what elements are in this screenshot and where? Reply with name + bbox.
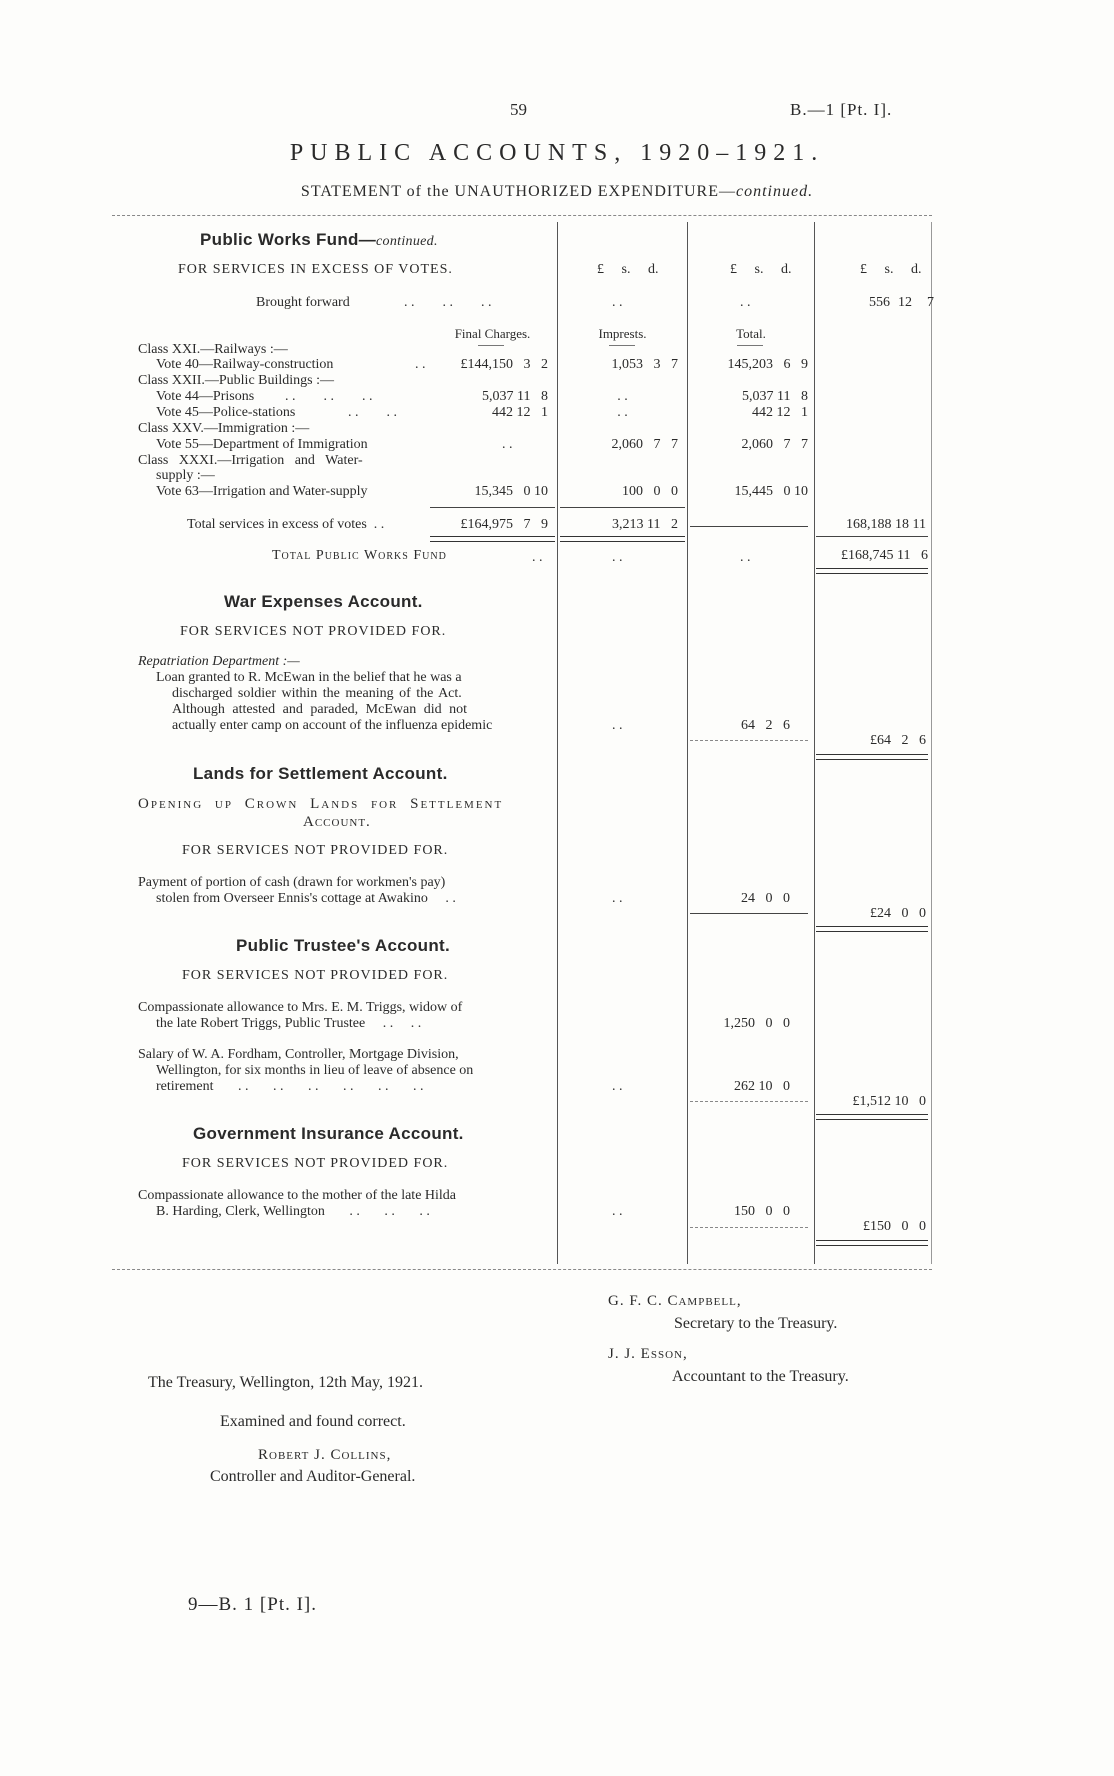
trustee-item-1-amount: 1,250 0 0 — [723, 1016, 790, 1031]
vote-45-label: Vote 45—Police-stations — [156, 405, 296, 420]
trustee-total: £1,512 10 0 — [852, 1094, 926, 1109]
column-divider-1 — [557, 222, 558, 1264]
vote-63-total: 15,445 0 10 — [734, 484, 808, 499]
dots: . . — [612, 718, 623, 733]
insurance-amount: 150 0 0 — [734, 1204, 790, 1219]
page-number: 59 — [510, 100, 527, 119]
trustee-item-1-line-1: Compassionate allowance to Mrs. E. M. Triggs, widow of — [138, 1000, 463, 1015]
dots: . . . . — [348, 405, 397, 420]
dots: . . . . . . — [285, 389, 373, 404]
lands-heading: Lands for Settlement Account. — [193, 764, 448, 783]
vote-40-imprests: 1,053 3 7 — [611, 357, 678, 372]
public-trustee-subheading: FOR SERVICES NOT PROVIDED FOR. — [182, 968, 449, 983]
trustee-item-2-line-3: retirement . . . . . . . . . . . . — [156, 1079, 424, 1094]
vote-44-final: 5,037 11 8 — [482, 389, 548, 404]
vote-40-total: 145,203 6 9 — [727, 357, 808, 372]
total-excess-total: 168,188 18 11 — [846, 517, 926, 532]
total-excess-label: Total services in excess of votes . . — [187, 517, 385, 532]
vote-40-label: Vote 40—Railway-construction — [156, 357, 334, 372]
dots: . . — [415, 357, 426, 372]
class-31-label: Class XXXI.—Irrigation and Water- — [138, 453, 363, 468]
dots: . . — [612, 1204, 623, 1219]
double-rule — [816, 1240, 928, 1246]
war-line-1: Loan granted to R. McEwan in the belief that he was a — [156, 670, 462, 685]
vote-55-label: Vote 55—Department of Immigration — [156, 437, 368, 452]
vote-55-imprests: 2,060 7 7 — [611, 437, 678, 452]
rule — [690, 1101, 808, 1103]
rule — [430, 507, 555, 508]
dots: . . — [502, 437, 513, 452]
trustee-item-2-amount: 262 10 0 — [734, 1079, 790, 1094]
dots: . . — [612, 295, 623, 310]
vote-45-final: 442 12 1 — [492, 405, 548, 420]
brought-forward-total: 556 12 7 — [869, 295, 934, 310]
auditor-title: Controller and Auditor-General. — [210, 1468, 416, 1485]
lands-line-2: stolen from Overseer Ennis's cottage at Awakino . . — [156, 891, 456, 906]
col-header-underline — [737, 345, 763, 346]
units-col1: £ s. d. — [597, 262, 659, 277]
insurance-line-2: B. Harding, Clerk, Wellington . . . . . . — [156, 1204, 430, 1219]
lands-amount: 24 0 0 — [741, 891, 790, 906]
column-divider-3 — [814, 222, 815, 1264]
rule — [690, 526, 808, 527]
govt-insurance-heading: Government Insurance Account. — [193, 1124, 464, 1143]
lands-total: £24 0 0 — [870, 906, 926, 921]
total-excess-imprests: 3,213 11 2 — [612, 517, 678, 532]
dots: . . — [740, 295, 751, 310]
rule — [690, 740, 808, 742]
war-amount: 64 2 6 — [741, 718, 790, 733]
public-works-heading: Public Works Fund—continued. — [200, 230, 438, 249]
double-rule — [816, 568, 928, 574]
trustee-item-2-line-2: Wellington, for six months in lieu of leave of absence on — [156, 1063, 474, 1078]
war-expenses-heading: War Expenses Account. — [224, 592, 423, 611]
vote-55-total: 2,060 7 7 — [741, 437, 808, 452]
war-line-3: Although attested and paraded, McEwan did not — [172, 702, 467, 717]
double-rule — [430, 536, 555, 542]
table-right-edge — [931, 222, 932, 1264]
dots: . . — [740, 550, 751, 565]
public-trustee-heading: Public Trustee's Account. — [236, 936, 451, 955]
class-31-label-cont: supply :— — [156, 468, 215, 483]
rule — [690, 913, 808, 914]
col-header-underline — [609, 345, 635, 346]
place-and-date: The Treasury, Wellington, 12th May, 1921. — [148, 1374, 423, 1391]
insurance-line-1: Compassionate allowance to the mother of the late Hilda — [138, 1188, 457, 1203]
page-subtitle: STATEMENT of the UNAUTHORIZED EXPENDITURE—continued. — [300, 183, 814, 200]
brought-forward-label: Brought forward — [256, 295, 350, 310]
lands-line-1: Payment of portion of cash (drawn for workmen's pay) — [138, 875, 446, 890]
war-expenses-subheading: FOR SERVICES NOT PROVIDED FOR. — [180, 624, 447, 639]
col-header-imprests: Imprests. — [598, 326, 647, 341]
double-rule — [816, 1114, 928, 1120]
class-25-label: Class XXV.—Immigration :— — [138, 421, 310, 436]
vote-40-final: £144,150 3 2 — [460, 357, 548, 372]
double-rule — [560, 536, 685, 542]
units-col3: £ s. d. — [860, 262, 922, 277]
dots: . . — [532, 550, 543, 565]
table-top-rule — [112, 215, 932, 217]
dots: . . — [612, 1079, 623, 1094]
lands-sub-1: Opening up Crown Lands for Settlement — [138, 796, 504, 812]
repatriation-department-label: Repatriation Department :— — [138, 654, 300, 669]
table-bottom-rule — [112, 1269, 932, 1271]
signature-campbell-title: Secretary to the Treasury. — [674, 1315, 838, 1332]
war-line-2: discharged soldier within the meaning of the Act. — [172, 686, 462, 701]
signature-esson-name: J. J. Esson, — [608, 1346, 688, 1362]
col-header-total: Total. — [736, 326, 766, 341]
units-col2: £ s. d. — [730, 262, 792, 277]
col-header-final-charges: Final Charges. — [454, 326, 531, 341]
double-rule — [816, 754, 928, 760]
class-22-label: Class XXII.—Public Buildings :— — [138, 373, 335, 388]
examined-note: Examined and found correct. — [220, 1413, 406, 1430]
rule — [690, 1227, 808, 1229]
double-rule — [816, 926, 928, 932]
vote-63-imprests: 100 0 0 — [622, 484, 678, 499]
insurance-total: £150 0 0 — [863, 1219, 926, 1234]
class-21-label: Class XXI.—Railways :— — [138, 342, 288, 357]
page-title: PUBLIC ACCOUNTS, 1920–1921. — [289, 140, 825, 166]
brought-forward-dots: . . . . . . — [404, 295, 492, 310]
rule — [816, 536, 928, 537]
total-excess-final: £164,975 7 9 — [460, 517, 548, 532]
vote-63-label: Vote 63—Irrigation and Water-supply — [156, 484, 368, 499]
rule — [560, 507, 685, 508]
lands-subheading: FOR SERVICES NOT PROVIDED FOR. — [182, 843, 449, 858]
govt-insurance-subheading: FOR SERVICES NOT PROVIDED FOR. — [182, 1156, 449, 1171]
dots: . . — [612, 891, 623, 906]
vote-45-total: 442 12 1 — [752, 405, 808, 420]
signature-mark: 9—B. 1 [Pt. I]. — [188, 1594, 317, 1615]
vote-63-final: 15,345 0 10 — [474, 484, 548, 499]
trustee-item-2-line-1: Salary of W. A. Fordham, Controller, Mortgage Division, — [138, 1047, 459, 1062]
vote-44-total: 5,037 11 8 — [742, 389, 808, 404]
fund-total-label: Total Public Works Fund — [272, 548, 447, 563]
vote-45-imprests: . . — [617, 405, 628, 420]
col-header-underline — [478, 345, 504, 346]
trustee-item-1-line-2: the late Robert Triggs, Public Trustee . . . . — [156, 1016, 422, 1031]
signature-campbell-name: G. F. C. Campbell, — [608, 1293, 742, 1309]
vote-44-imprests: . . — [617, 389, 628, 404]
column-divider-2 — [687, 222, 688, 1264]
public-works-subheading: FOR SERVICES IN EXCESS OF VOTES. — [178, 262, 453, 277]
lands-sub-2: Account. — [303, 814, 371, 830]
vote-44-label: Vote 44—Prisons — [156, 389, 255, 404]
war-line-4: actually enter camp on account of the influenza epidemic — [172, 718, 493, 733]
auditor-name: Robert J. Collins, — [258, 1447, 392, 1463]
signature-esson-title: Accountant to the Treasury. — [672, 1368, 849, 1385]
fund-total-amount: £168,745 11 6 — [841, 548, 928, 563]
dots: . . — [612, 550, 623, 565]
war-total: £64 2 6 — [870, 733, 926, 748]
document-reference: B.—1 [Pt. I]. — [790, 100, 893, 119]
